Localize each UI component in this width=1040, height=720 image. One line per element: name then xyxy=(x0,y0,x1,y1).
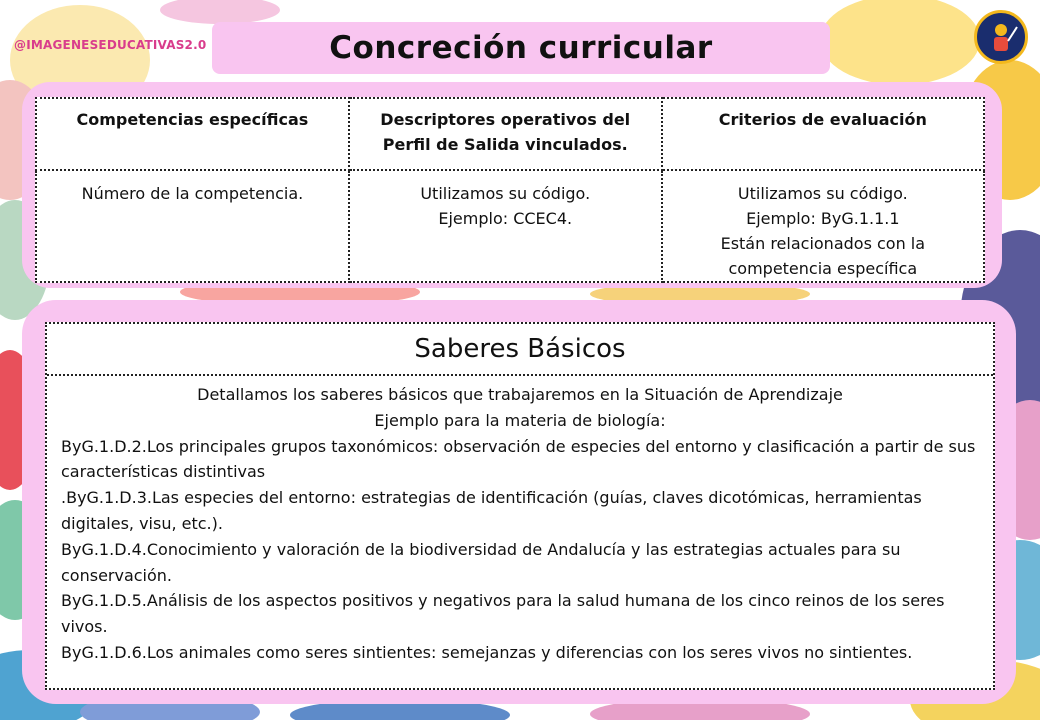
saberes-item: ByG.1.D.2.Los principales grupos taxonómicos: observación de especies del entorno y clasificación a partir de sus características distintivas xyxy=(61,436,976,482)
header-descriptores: Descriptores operativos del Perfil de Salida vinculados. xyxy=(349,98,662,170)
title-banner xyxy=(212,22,830,74)
cell-line: Número de la competencia. xyxy=(81,184,304,203)
saberes-box xyxy=(45,322,995,690)
header-competencias: Competencias específicas xyxy=(36,98,349,170)
saberes-item: ByG.1.D.6.Los animales como seres sintientes: semejanzas y diferencias con los seres vivos no sintientes. xyxy=(61,642,913,662)
saberes-item: .ByG.1.D.3.Las especies del entorno: estrategias de identificación (guías, claves dicotómicas, herramientas digitales, visu, etc.). xyxy=(61,488,922,533)
saberes-item: ByG.1.D.4.Conocimiento y valoración de la biodiversidad de Andalucía y las estrategias actuales para su conservación. xyxy=(61,539,901,585)
cell-criterios xyxy=(662,170,984,282)
saberes-item: ByG.1.D.5.Análisis de los aspectos positivos y negativos para la salud humana de los cinco reinos de los seres vivos. xyxy=(61,591,945,637)
teacher-logo-icon xyxy=(974,10,1028,64)
table-row xyxy=(36,170,984,282)
curricular-table xyxy=(35,97,985,283)
saberes-heading: Saberes Básicos xyxy=(47,324,993,376)
teacher-figure-icon xyxy=(981,17,1021,57)
saberes-body xyxy=(47,376,993,666)
header-criterios: Criterios de evaluación xyxy=(662,98,984,170)
cell-competencias xyxy=(36,170,349,282)
table-header-row xyxy=(36,98,984,170)
cell-line: Ejemplo: CCEC4. xyxy=(438,209,573,228)
watermark-text: @IMAGENESEDUCATIVAS2.0 xyxy=(14,38,207,52)
page-title: Concreción curricular xyxy=(329,30,713,66)
cell-line: Utilizamos su código. xyxy=(420,184,591,203)
cell-descriptores xyxy=(349,170,662,282)
cell-line: Utilizamos su código. xyxy=(737,184,908,203)
saberes-example: Ejemplo para la materia de biología: xyxy=(374,410,666,430)
cell-line: Ejemplo: ByG.1.1.1 xyxy=(746,209,900,228)
cell-line: competencia específica xyxy=(728,259,918,278)
cell-line: Están relacionados con la xyxy=(720,234,926,253)
saberes-intro: Detallamos los saberes básicos que trabajaremos en la Situación de Aprendizaje xyxy=(197,385,843,404)
